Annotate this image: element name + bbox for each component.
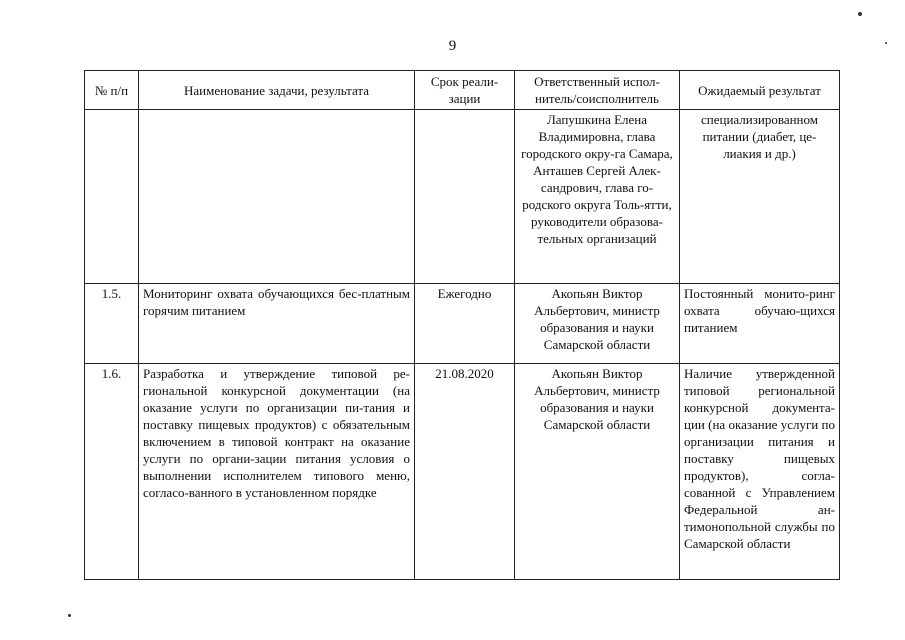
scan-speck	[68, 614, 71, 617]
header-result: Ожидаемый результат	[680, 71, 840, 110]
scan-speck	[885, 42, 887, 44]
row-responsible: Акопьян Виктор Альбертович, министр образования и науки Самарской области	[515, 364, 680, 580]
row-number: 1.5.	[85, 284, 139, 364]
row-deadline: Ежегодно	[415, 284, 515, 364]
table-header-row	[85, 71, 840, 110]
row-task	[139, 110, 415, 284]
header-number: № п/п	[85, 71, 139, 110]
row-deadline: 21.08.2020	[415, 364, 515, 580]
row-number	[85, 110, 139, 284]
row-result: Наличие утвержденной типовой региональной конкурсной документа-ции (на оказание услуги по организации питания и поставку пищевых продуктов), согла-сованной с Управлением Федеральной ан-тимонопольной службы по Самарской области	[680, 364, 840, 580]
header-deadline: Срок реали-зации	[415, 71, 515, 110]
table-row	[85, 364, 840, 580]
table-row	[85, 110, 840, 284]
table-row	[85, 284, 840, 364]
row-result: специализированном питании (диабет, це-лиакия и др.)	[680, 110, 840, 284]
scan-speck	[858, 12, 862, 16]
row-result: Постоянный монито-ринг охвата обучаю-щихся питанием	[680, 284, 840, 364]
plan-table	[84, 70, 840, 580]
header-responsible: Ответственный испол-нитель/соисполнитель	[515, 71, 680, 110]
row-deadline	[415, 110, 515, 284]
row-responsible: Акопьян Виктор Альбертович, министр образования и науки Самарской области	[515, 284, 680, 364]
row-task: Разработка и утверждение типовой ре-гиональной конкурсной документации (на оказание услуги по организации пи-тания и поставку пищевых продуктов) с обязательным включением в типовой контракт на оказание услуги по органи-зации питания условия о выполнении исполнителем типового меню, согласо-ванного в установленном порядке	[139, 364, 415, 580]
row-number: 1.6.	[85, 364, 139, 580]
row-responsible: Лапушкина Елена Владимировна, глава городского окру-га Самара, Анташев Сергей Алек-сандрович, глава го-родского округа Толь-ятти, руководители образова-тельных организаций	[515, 110, 680, 284]
page-number: 9	[448, 38, 457, 54]
header-task: Наименование задачи, результата	[139, 71, 415, 110]
row-task: Мониторинг охвата обучающихся бес-платным горячим питанием	[139, 284, 415, 364]
